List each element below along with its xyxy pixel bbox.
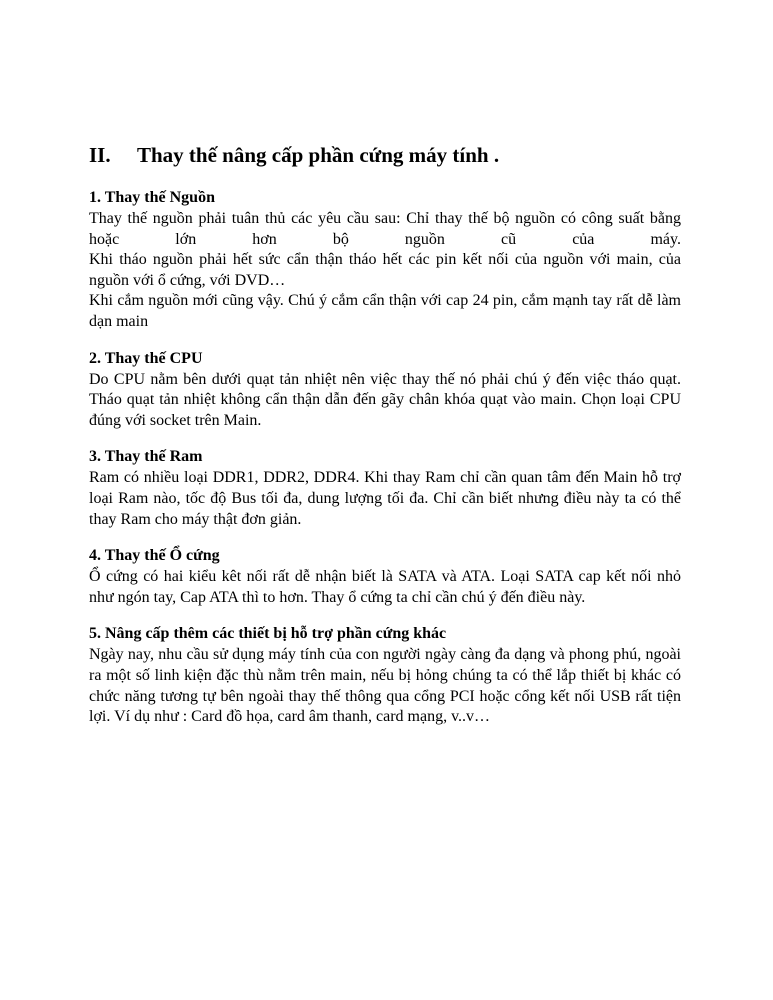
document-page [89,140,681,743]
section-other-hardware [89,623,681,727]
section-title: 1. Thay thế Nguồn [89,189,215,206]
section-title: 4. Thay thế Ổ cứng [89,547,220,565]
section-hard-drive [89,545,681,608]
paragraph: Ngày nay, nhu cầu sử dụng máy tính của con người ngày càng đa dạng và phong phú, ngoài ra một số linh kiện đặc thù nằm trên main, nếu bị hỏng chúng ta có thể lắp thiết bị khác có chức năng tương tự bên ngoài thay thế thông qua cổng PCI hoặc cổng kết nối USB rất tiện lợi. Ví dụ như : Card đồ họa, card âm thanh, card mạng, v..v… [89,646,681,726]
section-cpu [89,348,681,432]
chapter-title: Thay thế nâng cấp phần cứng máy tính . [137,143,500,167]
section-title: 5. Nâng cấp thêm các thiết bị hỗ trợ phần cứng khác [89,625,447,643]
paragraph: Do CPU nằm bên dưới quạt tản nhiệt nên việc thay thế nó phải chú ý đến việc tháo quạt. Tháo quạt tản nhiệt không cẩn thận dẫn đến gãy chân khóa quạt vào main. Chọn loại CPU đúng với socket trên Main. [89,370,681,429]
section-ram [89,446,681,530]
section-power-supply [89,187,681,333]
paragraph: Ram có nhiều loại DDR1, DDR2, DDR4. Khi thay Ram chỉ cần quan tâm đến Main hỗ trợ loại Ram nào, tốc độ Bus tối đa, dung lượng tối đa. Chỉ cần biết nhưng điều này ta có thể thay Ram cho máy thật đơn giản. [89,469,681,528]
paragraph: Khi tháo nguồn phải hết sức cẩn thận tháo hết các pin kết nối của nguồn với main, của nguồn với ổ cứng, với DVD… [89,251,681,289]
chapter-number: II. [89,143,111,167]
chapter-heading [89,140,681,170]
paragraph: Ổ cứng có hai kiểu kêt nối rất dễ nhận biết là SATA và ATA. Loại SATA cap kết nối nhỏ như ngón tay, Cap ATA thì to hơn. Thay ổ cứng ta chỉ cần chú ý đến điều này. [89,568,681,606]
paragraph: Thay thế nguồn phải tuân thủ các yêu cầu sau: Chỉ thay thế bộ nguồn có công suất bằng hoặc lớn hơn bộ nguồn cũ của máy. [89,210,681,248]
section-title: 2. Thay thế CPU [89,349,203,367]
paragraph: Khi cắm nguồn mới cũng vậy. Chú ý cắm cẩn thận với cap 24 pin, cắm mạnh tay rất dễ làm dạn main [89,292,681,330]
section-title: 3. Thay thế Ram [89,448,203,466]
